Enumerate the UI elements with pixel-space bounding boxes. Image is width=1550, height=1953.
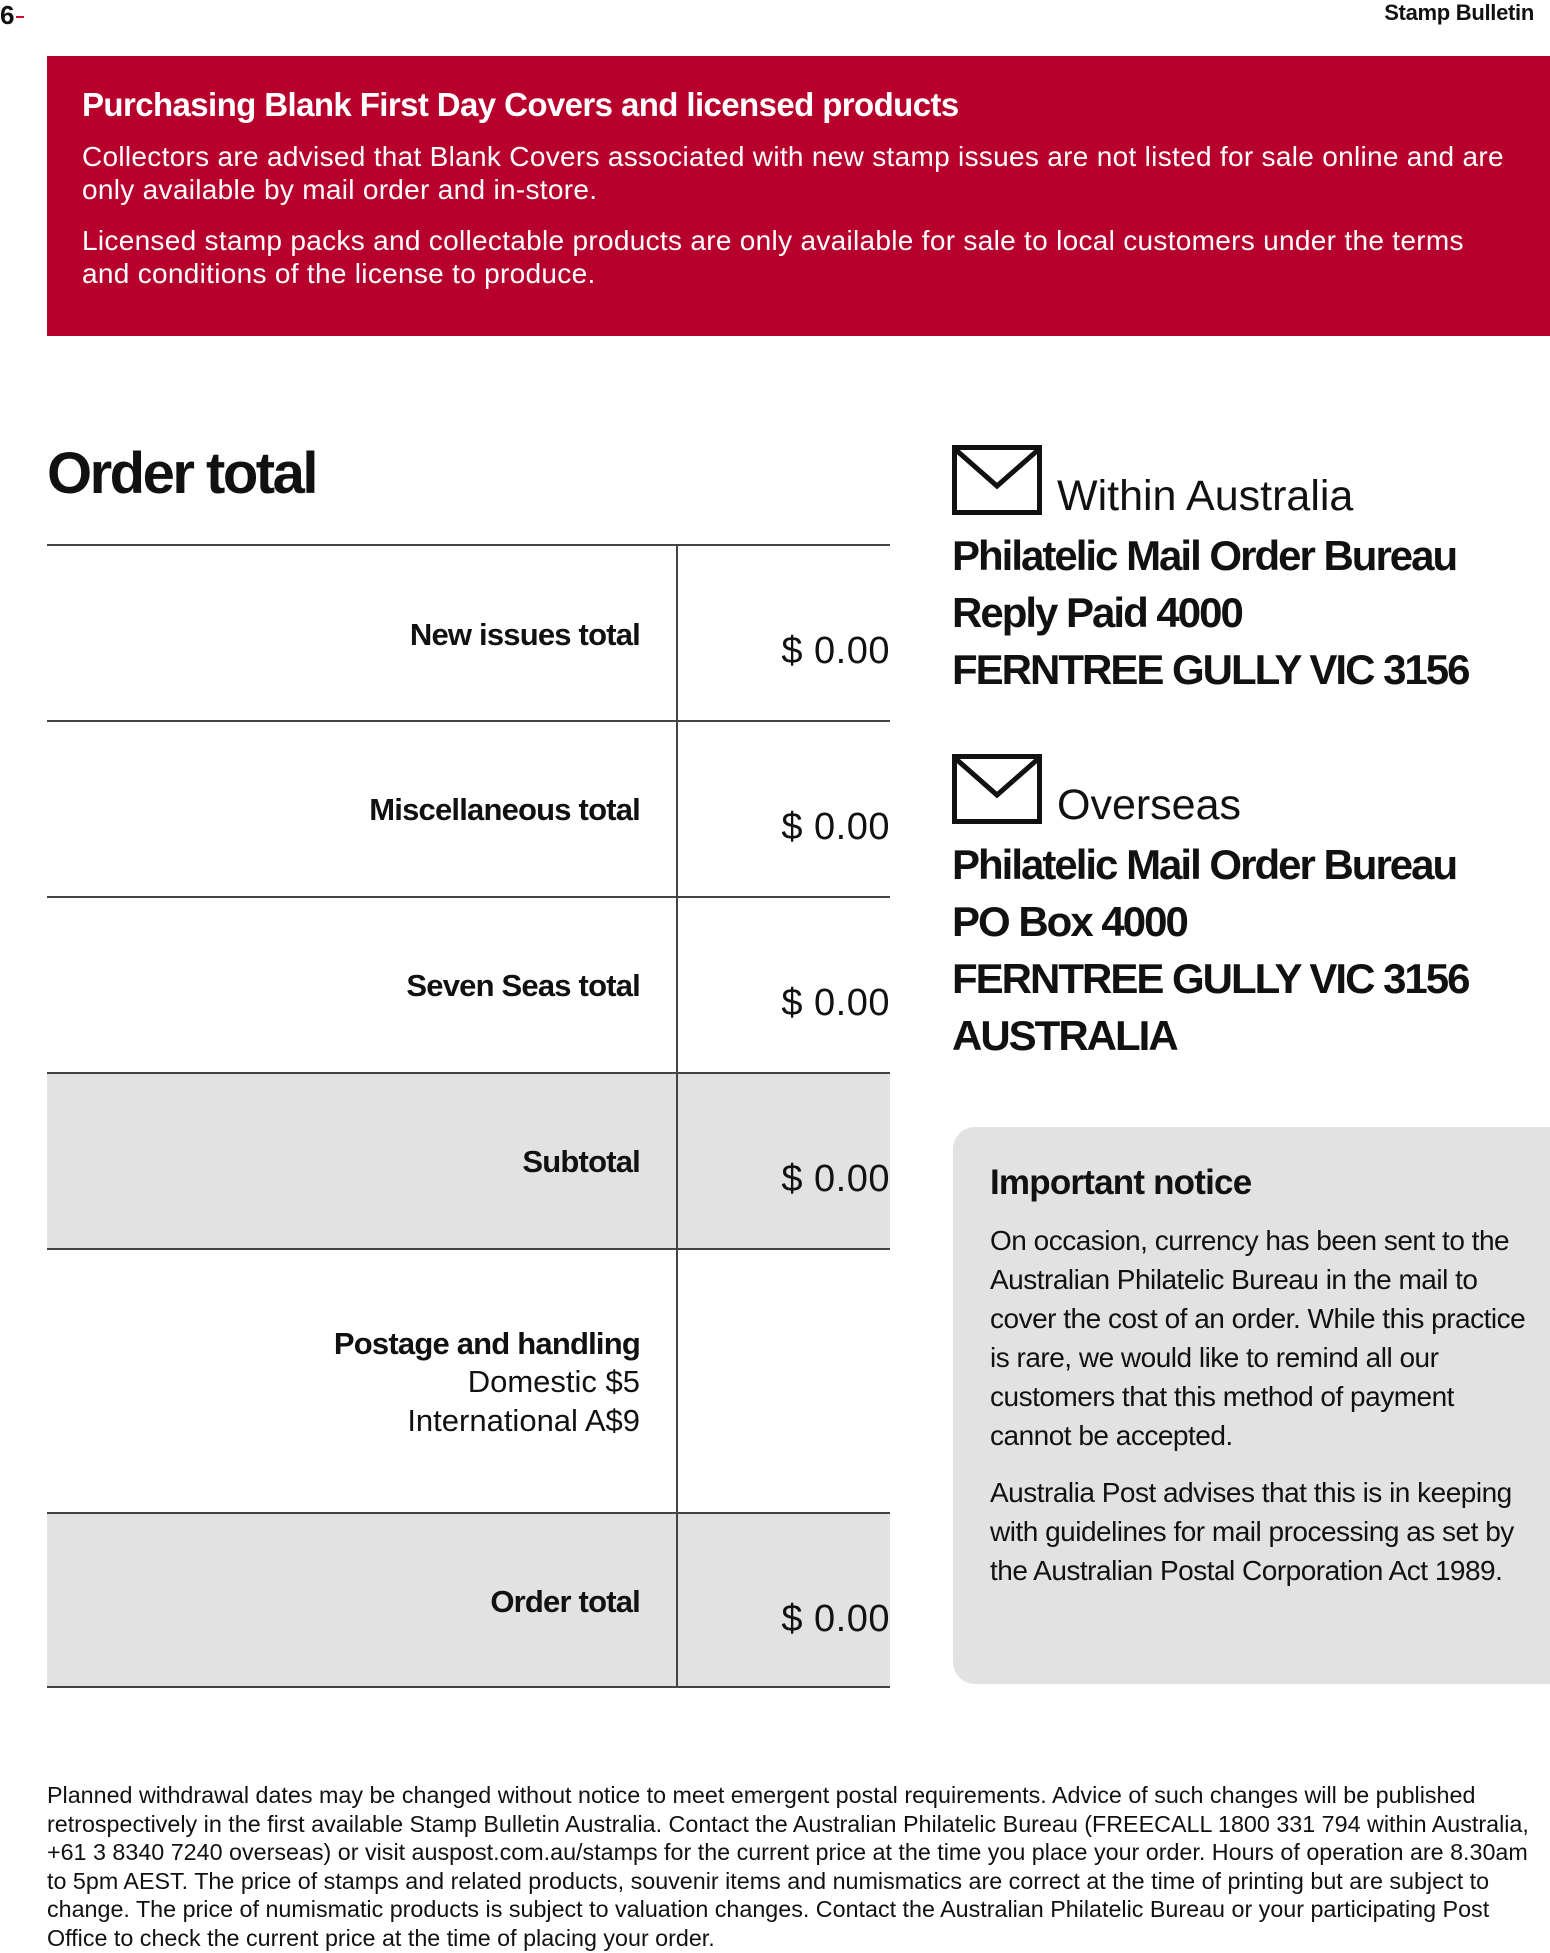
order-label-cell bbox=[47, 898, 678, 1072]
banner-title: Purchasing Blank First Day Covers and licensed products bbox=[82, 86, 959, 123]
postage-domestic: Domestic $5 bbox=[467, 1364, 640, 1399]
order-row-miscellaneous bbox=[47, 720, 890, 896]
order-label-cell bbox=[47, 1514, 678, 1686]
envelope-icon bbox=[952, 754, 1042, 824]
notice-title: Important notice bbox=[990, 1163, 1252, 1202]
order-row-postage bbox=[47, 1248, 890, 1512]
order-row-amount[interactable]: $ 0.00 bbox=[781, 1598, 890, 1640]
address-line: AUSTRALIA bbox=[952, 1012, 1177, 1059]
address-region-label: Overseas bbox=[1057, 781, 1242, 829]
page-number-mark bbox=[16, 16, 24, 18]
address-lines bbox=[952, 836, 1469, 1064]
purchasing-notice-banner bbox=[47, 56, 1550, 336]
address-line: Philatelic Mail Order Bureau bbox=[952, 532, 1457, 579]
order-row-seven-seas bbox=[47, 896, 890, 1072]
address-region-label: Within Australia bbox=[1057, 472, 1354, 520]
address-lines bbox=[952, 527, 1469, 698]
order-total-table bbox=[47, 544, 890, 1688]
order-row-subtotal bbox=[47, 1072, 890, 1248]
postage-label bbox=[334, 1326, 640, 1440]
banner-paragraph-licensed-products: Licensed stamp packs and collectable products are only available for sale to local customers under the terms and conditions of the license to produce. bbox=[82, 225, 1464, 289]
banner-paragraph-blank-covers: Collectors are advised that Blank Covers associated with new stamp issues are not listed for sale online and are only available by mail order and in-store. bbox=[82, 141, 1504, 205]
address-line: PO Box 4000 bbox=[952, 898, 1187, 945]
address-line: Philatelic Mail Order Bureau bbox=[952, 841, 1457, 888]
order-row-label: Order total bbox=[490, 1584, 640, 1619]
order-row-label: New issues total bbox=[409, 617, 640, 652]
order-label-cell bbox=[47, 722, 678, 896]
order-row-label: Miscellaneous total bbox=[369, 792, 640, 827]
notice-paragraph-currency: On occasion, currency has been sent to the Australian Philatelic Bureau in the mail to cover the cost of an order. While this practice is rare, we would like to remind all our customers that this method of payment cannot be accepted. bbox=[990, 1225, 1526, 1451]
order-row-amount[interactable]: $ 0.00 bbox=[781, 982, 890, 1024]
postage-international: International A$9 bbox=[407, 1403, 640, 1438]
order-row-amount[interactable]: $ 0.00 bbox=[781, 806, 890, 848]
order-row-label: Subtotal bbox=[522, 1144, 640, 1179]
order-row-label: Seven Seas total bbox=[406, 968, 640, 1003]
order-row-order-total bbox=[47, 1512, 890, 1688]
address-line: FERNTREE GULLY VIC 3156 bbox=[952, 646, 1469, 693]
order-label-cell bbox=[47, 1250, 678, 1512]
page-number: 6 bbox=[0, 0, 24, 31]
order-row-label: Postage and handling bbox=[333, 1326, 640, 1361]
publication-title: Stamp Bulletin bbox=[1384, 0, 1534, 25]
order-row-amount[interactable]: $ 0.00 bbox=[781, 1158, 890, 1200]
address-line: Reply Paid 4000 bbox=[952, 589, 1242, 636]
envelope-icon bbox=[952, 445, 1042, 515]
order-row-new-issues bbox=[47, 544, 890, 720]
order-row-amount[interactable]: $ 0.00 bbox=[781, 630, 890, 672]
notice-paragraph-guidelines: Australia Post advises that this is in keeping with guidelines for mail processing as set by the Australian Postal Corporation Act 1989. bbox=[990, 1477, 1514, 1586]
order-label-cell bbox=[47, 546, 678, 720]
order-total-heading: Order total bbox=[47, 441, 316, 506]
address-line: FERNTREE GULLY VIC 3156 bbox=[952, 955, 1469, 1002]
important-notice-box bbox=[953, 1127, 1550, 1684]
order-label-cell bbox=[47, 1074, 678, 1248]
footer-disclaimer: Planned withdrawal dates may be changed without notice to meet emergent postal requirements. Advice of such changes will be published retrospectively in the first available Stamp Bulletin Australia. Contact the Australian Philatelic Bureau (FREECALL 1800 331 794 within Australia, +61 3 8340 7240 overseas) or visit auspost.com.au/stamps for the current price at the time you place your order. Hours of operation are 8.30am to 5pm AEST. The price of stamps and related products, souvenir items and numismatics are correct at the time of printing but are subject to change. The price of numismatic products is subject to valuation changes. Contact the Australian Philatelic Bureau or your participating Post Office to check the current price at the time of placing your order. bbox=[47, 1782, 1529, 1951]
